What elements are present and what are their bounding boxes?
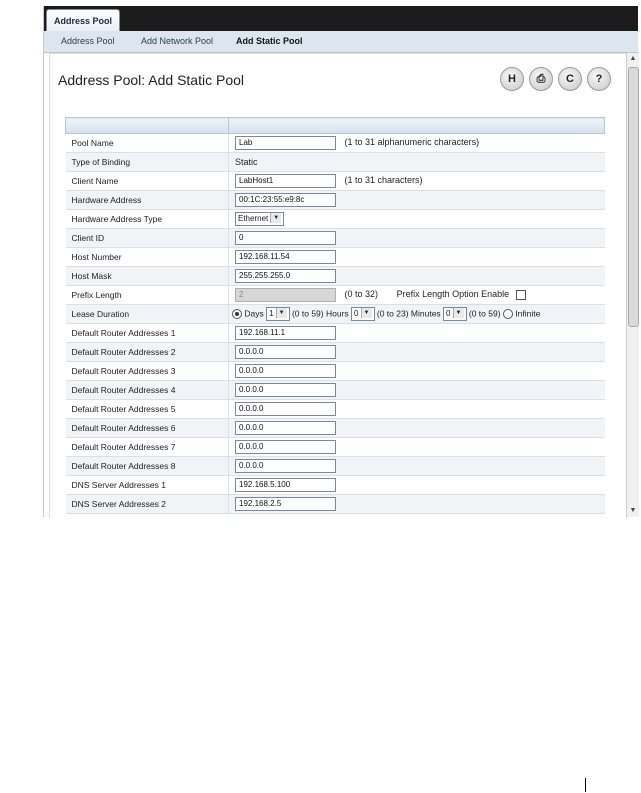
router-8-label: Default Router Addresses 8: [66, 457, 229, 476]
row-client-name: [66, 172, 605, 191]
lease-days-select[interactable]: 1 ▼: [266, 307, 289, 321]
help-icon: ?: [595, 73, 603, 85]
page-margin-rule: [585, 778, 586, 792]
host-mask-input[interactable]: 255.255.255.0: [235, 269, 336, 283]
save-button[interactable]: [500, 67, 524, 91]
router-7-input[interactable]: 0.0.0.0: [235, 440, 336, 454]
hardware-type-label: Hardware Address Type: [66, 210, 229, 229]
pool-name-input[interactable]: Lab: [235, 136, 336, 150]
router-8-input[interactable]: 0.0.0.0: [235, 459, 336, 473]
hardware-address-input[interactable]: 00:1C:23:55:e9:8c: [235, 193, 336, 207]
client-id-input[interactable]: 0: [235, 231, 336, 245]
pool-name-hint: (1 to 31 alphanumeric characters): [344, 137, 480, 148]
lease-hours-select[interactable]: 0 ▼: [351, 307, 374, 321]
tab-strip: [44, 6, 638, 31]
binding-value: Static: [229, 153, 605, 172]
row-lease-duration: [66, 305, 605, 324]
client-name-input[interactable]: LabHost1: [235, 174, 336, 188]
scroll-thumb[interactable]: [628, 67, 639, 327]
router-6-input[interactable]: 0.0.0.0: [235, 421, 336, 435]
subnav-add-network-pool[interactable]: Add Network Pool: [141, 36, 214, 46]
hardware-address-label: Hardware Address: [66, 191, 229, 210]
router-6-label: Default Router Addresses 6: [66, 419, 229, 438]
subnav-address-pool[interactable]: Address Pool: [61, 36, 115, 46]
host-mask-label: Host Mask: [66, 267, 229, 286]
app-window: [43, 6, 638, 517]
lease-infinite-radio[interactable]: [503, 309, 513, 319]
refresh-button[interactable]: [558, 67, 582, 91]
lease-days-label: Days: [244, 308, 264, 319]
host-number-input[interactable]: 192.168.11.54: [235, 250, 336, 264]
dns-2-input[interactable]: 192.168.2.5: [235, 497, 336, 511]
scroll-down-icon[interactable]: ▼: [629, 507, 637, 514]
subnav-add-static-pool[interactable]: Add Static Pool: [236, 36, 303, 46]
router-3-label: Default Router Addresses 3: [66, 362, 229, 381]
chevron-down-icon: ▼: [270, 213, 281, 223]
dns-1-input[interactable]: 192.168.5.100: [235, 478, 336, 492]
lease-days-radio[interactable]: [232, 309, 242, 319]
binding-label: Type of Binding: [66, 153, 229, 172]
row-binding: [66, 153, 605, 172]
router-4-input[interactable]: 0.0.0.0: [235, 383, 336, 397]
print-icon: ⎙: [536, 72, 546, 85]
row-dns-2: [66, 495, 605, 514]
dns-1-label: DNS Server Addresses 1: [66, 476, 229, 495]
lease-duration-label: Lease Duration: [66, 305, 229, 324]
dns-2-label: DNS Server Addresses 2: [66, 495, 229, 514]
row-dns-1: [66, 476, 605, 495]
router-3-input[interactable]: 0.0.0.0: [235, 364, 336, 378]
lease-minutes-select[interactable]: 0 ▼: [443, 307, 466, 321]
lease-hours-hint: (0 to 23): [376, 308, 409, 319]
client-name-hint: (1 to 31 characters): [344, 175, 423, 186]
row-host-mask: [66, 267, 605, 286]
hardware-type-select[interactable]: Ethernet ▼: [235, 212, 284, 226]
prefix-option-label: Prefix Length Option Enable: [396, 289, 510, 300]
row-router-8: [66, 457, 605, 476]
router-1-label: Default Router Addresses 1: [66, 324, 229, 343]
router-5-input[interactable]: 0.0.0.0: [235, 402, 336, 416]
tab-address-pool[interactable]: Address Pool: [46, 9, 120, 32]
lease-infinite-label: Infinite: [515, 308, 541, 319]
row-router-6: [66, 419, 605, 438]
router-5-label: Default Router Addresses 5: [66, 400, 229, 419]
router-2-input[interactable]: 0.0.0.0: [235, 345, 336, 359]
prefix-length-label: Prefix Length: [66, 286, 229, 305]
row-router-5: [66, 400, 605, 419]
save-icon: H: [508, 73, 516, 85]
lease-hours-label: Hours: [325, 308, 349, 319]
page-title: Address Pool: Add Static Pool: [58, 72, 244, 88]
lease-minutes-label: Minutes: [410, 308, 441, 319]
chevron-down-icon: ▼: [453, 308, 464, 318]
help-button[interactable]: [587, 67, 611, 91]
refresh-icon: C: [566, 73, 574, 85]
router-2-label: Default Router Addresses 2: [66, 343, 229, 362]
lease-days-hint: (0 to 59): [291, 308, 324, 319]
row-router-1: [66, 324, 605, 343]
sub-navigation: [44, 31, 638, 53]
vertical-scrollbar[interactable]: [626, 53, 639, 517]
router-4-label: Default Router Addresses 4: [66, 381, 229, 400]
chevron-down-icon: ▼: [361, 308, 372, 318]
row-hardware-type: [66, 210, 605, 229]
prefix-length-input: 2: [235, 288, 336, 302]
client-id-label: Client ID: [66, 229, 229, 248]
content-panel: [49, 53, 627, 518]
row-router-4: [66, 381, 605, 400]
row-router-2: [66, 343, 605, 362]
prefix-length-hint: (0 to 32): [344, 289, 379, 300]
host-number-label: Host Number: [66, 248, 229, 267]
row-prefix-length: [66, 286, 605, 305]
scroll-up-icon[interactable]: ▲: [629, 55, 637, 62]
router-7-label: Default Router Addresses 7: [66, 438, 229, 457]
row-router-3: [66, 362, 605, 381]
print-button[interactable]: [529, 67, 553, 91]
row-hardware-address: [66, 191, 605, 210]
static-pool-form: [65, 117, 605, 514]
row-host-number: [66, 248, 605, 267]
chevron-down-icon: ▼: [276, 308, 287, 318]
prefix-option-checkbox[interactable]: [516, 290, 526, 300]
lease-minutes-hint: (0 to 59): [468, 308, 501, 319]
client-name-label: Client Name: [66, 172, 229, 191]
pool-name-label: Pool Name: [66, 134, 229, 153]
row-pool-name: [66, 134, 605, 153]
table-header: [66, 118, 605, 134]
row-client-id: [66, 229, 605, 248]
row-router-7: [66, 438, 605, 457]
router-1-input[interactable]: 192.168.11.1: [235, 326, 336, 340]
